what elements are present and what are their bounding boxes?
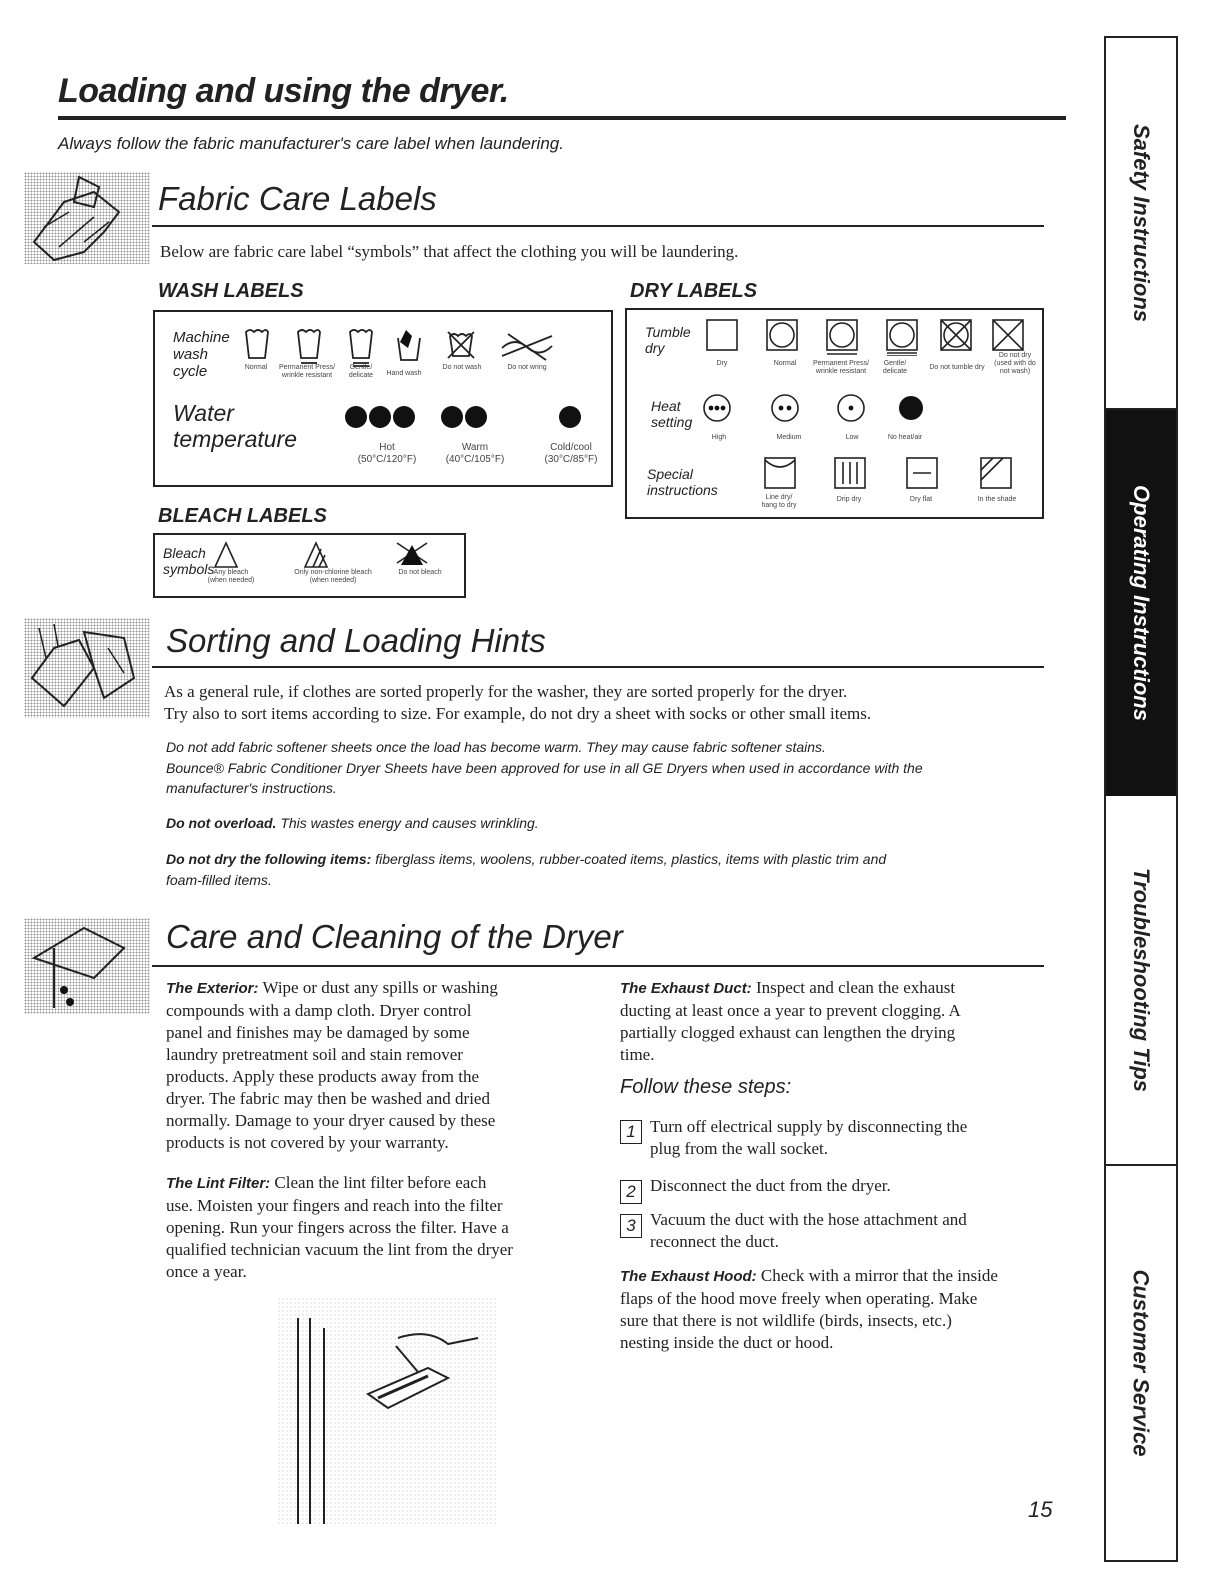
- overload-warning: [166, 814, 539, 833]
- tab-safety-instructions[interactable]: [1106, 38, 1176, 410]
- wash-hand-wash-label: Hand wash: [386, 370, 422, 377]
- tab-label: Safety Instructions: [1129, 123, 1155, 323]
- temp-cold-label: Cold/cool (30°C/85°F): [544, 442, 598, 465]
- bleach-labels-header: BLEACH LABELS: [158, 505, 327, 527]
- exterior-line-4: laundry pretreatment soil and stain remover: [166, 1045, 463, 1064]
- wash-row2-label: Water temperature: [173, 400, 298, 452]
- wash-labels-box: [153, 310, 613, 487]
- lint-line-5: once a year.: [166, 1262, 247, 1281]
- heat-medium-label: Medium: [776, 434, 802, 441]
- dry-row3-label: Special instructions: [647, 466, 718, 498]
- bleach-labels-box: [153, 533, 466, 598]
- exterior-line-5: products. Apply these products away from the: [166, 1067, 480, 1086]
- lint-filter-paragraph: [166, 1172, 596, 1283]
- hot-dot-3: [393, 406, 415, 428]
- lint-label: The Lint Filter:: [166, 1175, 271, 1192]
- special-shade-label: In the shade: [977, 496, 1017, 503]
- dry-labels-box: [625, 308, 1044, 519]
- step-2-text: Disconnect the duct from the dryer.: [650, 1176, 891, 1195]
- sorting-clothes-illustration: [24, 618, 150, 718]
- step-2-number: 2: [620, 1180, 642, 1204]
- do-not-dry-text: fiberglass items, woolens, rubber-coated items, plastics, items with plastic trim and: [371, 851, 887, 867]
- section-index-sidebar: [1104, 36, 1178, 1562]
- overload-text: This wastes energy and causes wrinkling.: [276, 815, 539, 831]
- special-line-dry-label: Line dry/ hang to dry: [761, 494, 797, 509]
- lint-filter-illustration: [278, 1298, 498, 1524]
- tumble-dry-icons: [705, 316, 1035, 356]
- wash-do-not-wash-label: Do not wash: [442, 364, 482, 371]
- dry-row2-label: Heat setting: [651, 398, 693, 430]
- dry-permanent-press-label: Permanent Press/ wrinkle resistant: [812, 360, 870, 375]
- bleach-any-label: Any bleach (when needed): [207, 569, 255, 584]
- tab-customer-service[interactable]: [1106, 1166, 1176, 1560]
- exhaust-duct-paragraph: [620, 977, 1060, 1066]
- exterior-line-7: normally. Damage to your dryer caused by these: [166, 1111, 496, 1130]
- wash-do-not-wring-label: Do not wring: [507, 364, 547, 371]
- warm-dot-2: [465, 406, 487, 428]
- dry-gentle-label: Gentle/ delicate: [882, 360, 908, 375]
- hood-line-1: The Exhaust Hood: Check with a mirror that the inside: [620, 1266, 998, 1285]
- special-dry-flat-label: Dry flat: [909, 496, 933, 503]
- exterior-line-3: panel and finishes may be damaged by some: [166, 1023, 470, 1042]
- fabric-softener-note: Do not add fabric softener sheets once the load has become warm. They may cause fabric softener stains.: [166, 739, 826, 755]
- heat-low-label: Low: [845, 434, 859, 441]
- duct-label: The Exhaust Duct:: [620, 980, 752, 997]
- heat-high-label: High: [711, 434, 727, 441]
- heat-no-heat-label: No heat/air: [887, 434, 923, 441]
- page-number: 15: [1028, 1497, 1053, 1522]
- sorting-para-line2: Try also to sort items according to size. For example, do not dry a sheet with socks or other small items.: [164, 704, 872, 723]
- dry-normal-label: Normal: [773, 360, 797, 367]
- hood-line-3: sure that there is not wildlife (birds, insects, etc.): [620, 1311, 952, 1330]
- step-3-text: Vacuum the duct with the hose attachment and reconnect the duct.: [650, 1210, 967, 1251]
- hot-dot-1: [345, 406, 367, 428]
- exterior-line-8: products is not covered by your warranty.: [166, 1133, 449, 1152]
- sorting-para-line1: As a general rule, if clothes are sorted properly for the washer, they are sorted properly for the dryer.: [164, 682, 848, 701]
- exterior-label: The Exterior:: [166, 980, 259, 997]
- temp-hot-label: Hot (50°C/120°F): [357, 442, 417, 465]
- dry-do-not-tumble-label: Do not tumble dry: [929, 364, 985, 371]
- step-1-number: 1: [620, 1120, 642, 1144]
- hood-label: The Exhaust Hood:: [620, 1268, 757, 1285]
- section-rule: [152, 965, 1044, 967]
- duct-line-3: partially clogged exhaust can lengthen the drying: [620, 1023, 956, 1042]
- title-rule: [58, 116, 1066, 120]
- section-title-fabric-care: Fabric Care Labels: [158, 180, 437, 217]
- hot-dot-2: [369, 406, 391, 428]
- cleaning-illustration: [24, 918, 150, 1014]
- bleach-do-not-label: Do not bleach: [398, 569, 442, 576]
- lint-line-1: The Lint Filter: Clean the lint filter before each: [166, 1173, 487, 1192]
- follow-steps-title: Follow these steps:: [620, 1076, 792, 1098]
- page-title: Loading and using the dryer.: [58, 72, 509, 110]
- do-not-dry-bold: Do not dry the following items:: [166, 851, 372, 867]
- lint-line-4: qualified technician vacuum the lint from the dryer: [166, 1240, 513, 1259]
- wash-labels-header: WASH LABELS: [158, 280, 304, 302]
- warm-dot-1: [441, 406, 463, 428]
- cold-dot: [559, 406, 581, 428]
- special-instruction-icons: [763, 454, 1023, 494]
- bleach-row-label: Bleach symbols: [163, 545, 215, 577]
- do-not-dry-line2: foam-filled items.: [166, 872, 272, 888]
- step-3-number: 3: [620, 1214, 642, 1238]
- hood-line-2: flaps of the hood move freely when operating. Make: [620, 1289, 978, 1308]
- bleach-triangle-icons: [213, 539, 453, 569]
- bounce-note-line1: Bounce® Fabric Conditioner Dryer Sheets have been approved for use in all GE Dryers when used in accordance with the: [166, 760, 923, 776]
- dry-do-not-dry-label: Do not dry (used with do not wash): [994, 352, 1036, 375]
- heat-setting-icons: [703, 392, 923, 426]
- wash-normal-label: Normal: [244, 364, 268, 371]
- exterior-line-1: The Exterior: Wipe or dust any spills or washing: [166, 978, 498, 997]
- duct-line-2: ducting at least once a year to prevent clogging. A: [620, 1001, 961, 1020]
- tab-label: Customer Service: [1129, 1269, 1154, 1457]
- dry-dry-label: Dry: [716, 360, 728, 367]
- bleach-non-chlorine-label: Only non-chlorine bleach (when needed): [294, 569, 372, 584]
- tab-troubleshooting-tips[interactable]: [1106, 796, 1176, 1166]
- fabric-care-intro: Below are fabric care label “symbols” that affect the clothing you will be laundering.: [160, 242, 739, 261]
- section-title-care: Care and Cleaning of the Dryer: [166, 918, 623, 955]
- dry-labels-header: DRY LABELS: [630, 280, 758, 302]
- hood-line-4: nesting inside the duct or hood.: [620, 1333, 834, 1352]
- do-not-dry-warning: [166, 850, 886, 869]
- step-1-text: Turn off electrical supply by disconnecting the plug from the wall socket.: [650, 1117, 968, 1158]
- section-rule: [152, 225, 1044, 227]
- tab-operating-instructions[interactable]: [1106, 410, 1176, 796]
- section-title-sorting: Sorting and Loading Hints: [166, 622, 546, 659]
- bounce-note-line2: manufacturer's instructions.: [166, 780, 337, 796]
- tab-label: Troubleshooting Tips: [1129, 867, 1155, 1093]
- temp-warm-label: Warm (40°C/105°F): [445, 442, 505, 465]
- wash-permanent-press-label: Permanent Press/ wrinkle resistant: [278, 364, 336, 379]
- wash-row1-label: Machine wash cycle: [173, 329, 230, 380]
- exterior-line-6: dryer. The fabric may then be washed and dried: [166, 1089, 490, 1108]
- overload-bold: Do not overload.: [166, 815, 277, 831]
- tab-label: Operating Instructions: [1129, 485, 1155, 721]
- section-rule: [152, 666, 1044, 668]
- special-drip-dry-label: Drip dry: [836, 496, 862, 503]
- page-subtitle: Always follow the fabric manufacturer's care label when laundering.: [58, 134, 564, 153]
- dry-row1-label: Tumble dry: [645, 324, 691, 356]
- lint-line-3: opening. Run your fingers across the filter. Have a: [166, 1218, 509, 1237]
- duct-line-4: time.: [620, 1045, 655, 1064]
- duct-line-1: The Exhaust Duct: Inspect and clean the exhaust: [620, 978, 956, 997]
- wash-gentle-label: Gentle/ delicate: [348, 364, 374, 379]
- exterior-paragraph: [166, 977, 596, 1154]
- clothes-illustration: [24, 172, 150, 264]
- exterior-line-2: compounds with a damp cloth. Dryer control: [166, 1001, 472, 1020]
- lint-line-2: use. Moisten your fingers and reach into the filter: [166, 1196, 503, 1215]
- exhaust-hood-paragraph: [620, 1265, 1060, 1354]
